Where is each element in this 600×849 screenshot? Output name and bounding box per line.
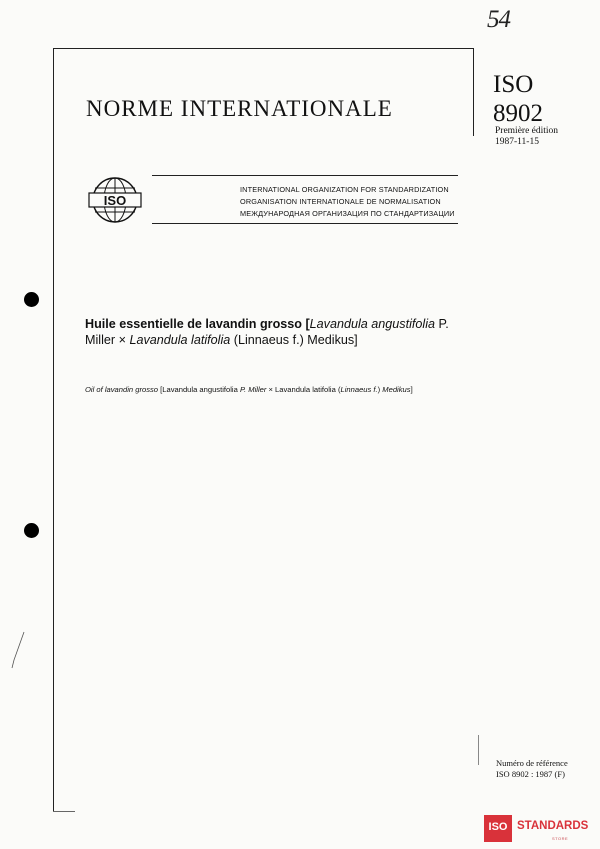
org-name-ru: МЕЖДУНАРОДНАЯ ОРГАНИЗАЦИЯ ПО СТАНДАРТИЗАЦИИ (240, 209, 455, 218)
frame-right-rule-lower (478, 735, 479, 765)
frame-left-rule (53, 48, 54, 812)
edition-info (495, 126, 558, 148)
standards-store-watermark (484, 815, 597, 843)
title-en-part6: ) (377, 385, 383, 394)
title-en-part3: P. Miller (239, 385, 267, 394)
title-en-part4: × Lavandula latifolia ( (266, 385, 341, 394)
title-en-part2: [Lavandula angustifolia (158, 385, 240, 394)
document-title-en (85, 384, 465, 395)
title-fr-part3: P. Miller × (85, 317, 449, 347)
punch-hole-lower (24, 523, 39, 538)
edition-date: 1987-11-15 (495, 137, 539, 147)
standard-number (493, 70, 543, 128)
punch-hole-upper (24, 292, 39, 307)
document-title-fr (85, 316, 475, 348)
document-type-heading: NORME INTERNATIONALE (86, 96, 393, 121)
title-fr-species2: Lavandula latifolia (129, 333, 231, 347)
reference-value: ISO 8902 : 1987 (F) (496, 768, 565, 779)
reference-number (496, 758, 568, 779)
title-fr-part5: (Linnaeus f.) Medikus] (230, 333, 358, 347)
watermark-subtext: STORE (552, 836, 569, 841)
frame-bottom-rule (53, 811, 75, 812)
iso-logo-text: ISO (103, 193, 127, 208)
iso-logo (85, 176, 145, 224)
frame-right-rule (473, 48, 474, 136)
org-top-rule (152, 175, 458, 176)
title-en-part8: ] (410, 385, 413, 394)
org-name-fr: ORGANISATION INTERNATIONALE DE NORMALISATION (240, 197, 441, 206)
frame-top-rule (53, 48, 474, 49)
standard-number-value: 8902 (493, 100, 543, 127)
title-fr-part1: Huile essentielle de lavandin grosso [ (85, 317, 310, 331)
title-fr-species1: Lavandula angustifolia (309, 317, 436, 331)
reference-label: Numéro de référence (496, 758, 568, 768)
watermark-text: STANDARDS (517, 820, 589, 832)
org-name-en: INTERNATIONAL ORGANIZATION FOR STANDARDIZATION (240, 185, 449, 194)
title-en-part5: Linnaeus f. (340, 385, 378, 394)
title-en-part7: Medikus (382, 385, 411, 394)
watermark-iso-mark: ISO (488, 821, 508, 833)
standard-prefix: ISO (493, 71, 534, 98)
title-en-part1: Oil of lavandin grosso (85, 385, 159, 394)
handwritten-page-number: 54 (487, 6, 510, 33)
org-bottom-rule (152, 223, 458, 224)
edition-label: Première édition (495, 126, 559, 136)
pen-mark (8, 630, 28, 670)
